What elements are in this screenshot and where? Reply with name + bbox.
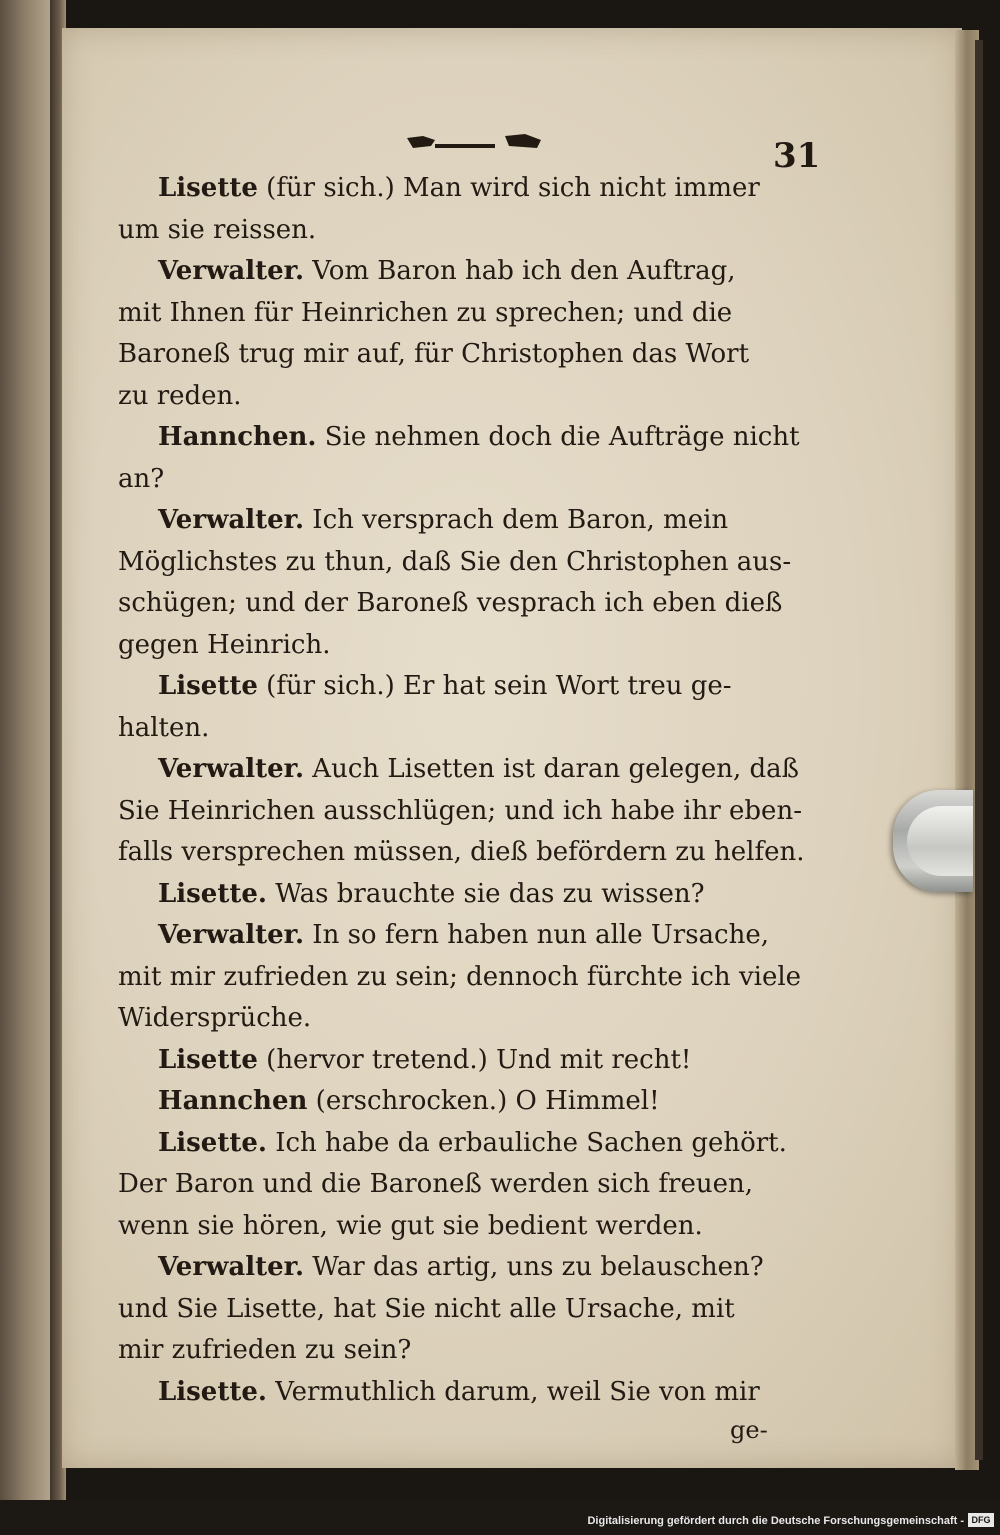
text-line	[118, 168, 818, 210]
speaker-name: Lisette	[158, 1044, 258, 1075]
page-stack-shadow	[975, 40, 983, 1460]
line-text: Widersprüche.	[118, 1003, 312, 1033]
text-line	[118, 500, 818, 542]
line-text: Baroneß trug mir auf, für Christophen das Wort	[118, 339, 750, 369]
line-text: (für sich.) Man wird sich nicht immer	[257, 173, 760, 203]
line-text: und Sie Lisette, hat Sie nicht alle Ursache, mit	[118, 1293, 735, 1324]
page-text	[118, 168, 818, 1413]
text-line	[118, 749, 818, 791]
text-line	[118, 1289, 818, 1331]
text-line	[118, 708, 818, 750]
speaker-name: Lisette.	[158, 1376, 267, 1407]
text-line	[118, 583, 818, 625]
text-line	[118, 666, 818, 708]
text-line	[118, 251, 818, 293]
line-text: Sie nehmen doch die Aufträge nicht	[316, 422, 800, 452]
speaker-name: Verwalter.	[158, 920, 305, 950]
line-text: Vom Baron hab ich den Auftrag,	[304, 256, 736, 286]
line-text: (für sich.) Er hat sein Wort treu ge-	[257, 671, 732, 701]
text-line	[118, 376, 818, 418]
text-line	[118, 915, 818, 957]
text-line	[118, 417, 818, 459]
speaker-name: Hannchen	[158, 1086, 308, 1116]
text-line	[118, 210, 818, 252]
text-line	[118, 1081, 818, 1123]
text-line	[118, 874, 818, 916]
line-text: wenn sie hören, wie gut sie bedient werden.	[118, 1210, 703, 1241]
line-text: Vermuthlich darum, weil Sie von mir	[266, 1376, 760, 1407]
digitization-credit: Digitalisierung gefördert durch die Deutsche Forschungsgemeinschaft -	[587, 1515, 964, 1527]
line-text: mit Ihnen für Heinrichen zu sprechen; und die	[118, 297, 733, 328]
speaker-name: Verwalter.	[158, 1252, 305, 1282]
page-number: 31	[773, 136, 821, 176]
speaker-name: Lisette.	[158, 1127, 267, 1158]
line-text: Ich habe da erbauliche Sachen gehört.	[266, 1127, 787, 1158]
text-line	[118, 1123, 818, 1165]
line-text: (erschrocken.) O Himmel!	[307, 1086, 660, 1116]
header-ornament	[405, 132, 545, 154]
text-line	[118, 832, 818, 874]
text-line	[118, 1247, 818, 1289]
text-line	[118, 1164, 818, 1206]
text-line	[118, 625, 818, 667]
speaker-name: Verwalter.	[158, 256, 305, 286]
line-text: mit mir zufrieden zu sein; dennoch fürchte ich viele	[118, 961, 802, 992]
page-clip-highlight	[907, 806, 973, 876]
line-text: Auch Lisetten ist daran gelegen, daß	[304, 754, 800, 784]
speaker-name: Lisette	[158, 173, 258, 203]
text-line	[118, 957, 818, 999]
line-text: zu reden.	[118, 380, 242, 411]
line-text: War das artig, uns zu belauschen?	[304, 1252, 764, 1282]
text-line	[118, 542, 818, 584]
text-line	[118, 791, 818, 833]
speaker-name: Verwalter.	[158, 754, 305, 784]
text-line	[118, 293, 818, 335]
line-text: mir zufrieden zu sein?	[118, 1335, 412, 1365]
line-text: Sie Heinrichen ausschlügen; und ich habe ihr eben-	[118, 795, 802, 826]
line-text: Der Baron und die Baroneß werden sich freuen,	[118, 1169, 754, 1199]
text-line	[118, 998, 818, 1040]
catchword: ge-	[730, 1416, 768, 1444]
text-line	[118, 1372, 818, 1414]
line-text: schügen; und der Baroneß vesprach ich eben dieß	[118, 588, 783, 618]
speaker-name: Lisette	[158, 671, 258, 701]
line-text: um sie reissen.	[118, 214, 317, 245]
dfg-logo: DFG	[968, 1513, 994, 1527]
line-text: an?	[118, 463, 165, 494]
line-text: falls versprechen müssen, dieß befördern zu helfen.	[118, 837, 805, 867]
line-text: (hervor tretend.) Und mit recht!	[257, 1044, 692, 1075]
text-line	[118, 334, 818, 376]
speaker-name: Hannchen.	[158, 422, 317, 452]
line-text: halten.	[118, 712, 210, 743]
speaker-name: Verwalter.	[158, 505, 305, 535]
line-text: Möglichstes zu thun, daß Sie den Christophen aus-	[118, 546, 792, 577]
text-line	[118, 1040, 818, 1082]
text-line	[118, 1206, 818, 1248]
page-clip	[893, 790, 973, 892]
text-line	[118, 459, 818, 501]
line-text: gegen Heinrich.	[118, 629, 331, 660]
line-text: Was brauchte sie das zu wissen?	[266, 878, 705, 909]
line-text: Ich versprach dem Baron, mein	[304, 505, 729, 535]
line-text: In so fern haben nun alle Ursache,	[304, 920, 770, 950]
speaker-name: Lisette.	[158, 878, 267, 909]
text-line	[118, 1330, 818, 1372]
